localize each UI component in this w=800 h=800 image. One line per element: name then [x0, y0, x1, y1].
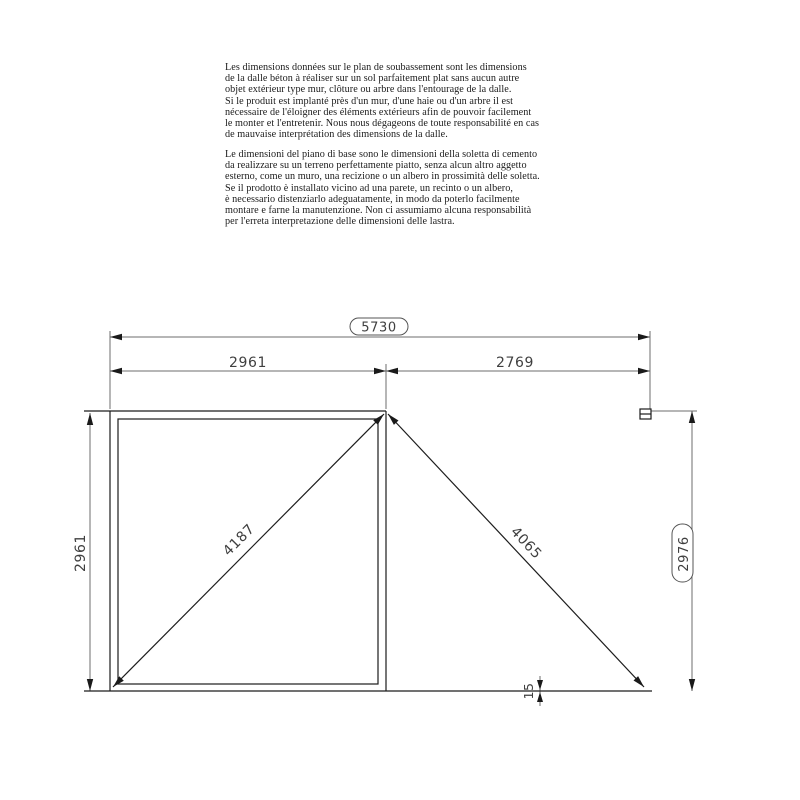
diagonal-right [388, 414, 644, 687]
left-bay-width-value: 2961 [228, 355, 268, 371]
notice-french-line: le monter et l'entretenir. Nous nous dégageons de toute responsabilité en cas [225, 118, 540, 130]
notice-french-line: Les dimensions données sur le plan de soubassement sont les dimensions [225, 62, 527, 73]
arrow-left-icon [110, 334, 122, 340]
left-height-value: 2961 [73, 533, 89, 573]
notice-french-line: objet extérieur type mur, clôture ou arbre dans l'entourage de la dalle. [225, 84, 512, 96]
notice-italian-line: esterno, come un muro, una recizione o un albero in prossimità delle soletta. [225, 171, 540, 183]
arrow-up-icon [87, 413, 93, 425]
arrow-left-icon [386, 368, 398, 374]
notice-italian-line: per l'erreta interpretazione delle dimensioni delle lastra. [225, 216, 455, 228]
right-height-value: 2976 [677, 536, 692, 572]
overall-width-value: 5730 [361, 320, 397, 336]
arrow-right-icon [374, 368, 386, 374]
notice-italian-line: Se il prodotto è installato vicino ad una parete, un recinto o un albero, [225, 182, 513, 194]
notice-french-line: Si le produit est implanté près d'un mur, d'une haie ou d'un arbre il est [225, 95, 513, 107]
notice-italian-line: da realizzare su un terreno perfettamente piatto, senza alcun altro aggetto [225, 160, 527, 172]
arrow-down-icon [689, 679, 695, 691]
arrow-up-icon [537, 692, 543, 702]
arrow-right-icon [638, 368, 650, 374]
arrow-right-icon [638, 334, 650, 340]
dimension-lines [90, 331, 697, 706]
notice-french-line: de la dalle béton à réaliser sur un sol parfaitement plat sans aucun autre [225, 73, 520, 85]
notice-french-line: de mauvaise interprétation des dimensions de la dalle. [225, 129, 448, 141]
slab-thickness-value: 15 [521, 682, 536, 700]
left-diagonal-value: 4187 [220, 521, 259, 560]
notice-italian-line: Le dimensioni del piano di base sono le dimensioni della soletta di cemento [225, 149, 538, 160]
right-diagonal-value: 4065 [507, 523, 545, 563]
notice-italian-line: montare e farne la manutenzione. Non ci assumiamo alcuna responsabilità [225, 205, 532, 217]
dimension-arrows [87, 334, 695, 702]
dimension-labels [73, 355, 545, 699]
right-bay-width-value: 2769 [495, 355, 535, 371]
diagonal-left [113, 414, 384, 687]
arrow-down-icon [87, 679, 93, 691]
arrow-left-icon [110, 368, 122, 374]
arrow-up-icon [689, 411, 695, 423]
notice-french-line: nécessaire de l'éloigner des éléments extérieurs afin de pouvoir facilement [225, 106, 532, 118]
slab-outline [84, 409, 652, 691]
notice-italian-line: è necessario distenziarlo adeguatamente, in modo da poterlo facilmente [225, 193, 520, 205]
arrow-down-icon [537, 680, 543, 690]
